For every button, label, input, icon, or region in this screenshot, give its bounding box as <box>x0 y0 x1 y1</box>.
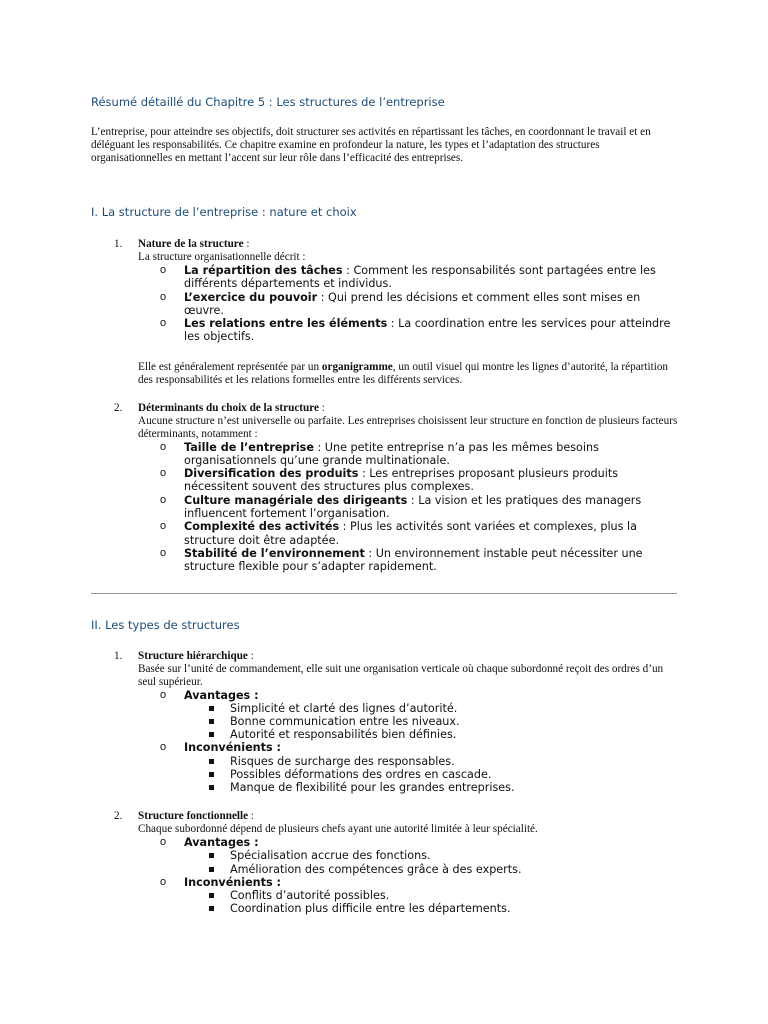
sub-item-text: Manque de flexibilité pour les grandes entreprises. <box>230 781 515 795</box>
group-label: Avantages : <box>184 836 259 849</box>
group-label: Inconvénients : <box>184 741 282 755</box>
sub-item-text: Spécialisation accrue des fonctions. <box>230 849 431 863</box>
group-item <box>138 876 678 916</box>
bullet-text: : Qui prend les décisions et comment elles sont mises en œuvre. <box>184 290 641 317</box>
s2-item1-title: Structure hiérarchique <box>138 650 248 662</box>
group-item <box>138 741 678 794</box>
s2-item1-number: 1. <box>114 650 123 662</box>
sub-list-item <box>184 715 678 728</box>
s2-item1-title-line <box>138 650 678 664</box>
group-label: Avantages : <box>184 688 259 702</box>
list-item <box>138 264 678 291</box>
circle-bullet-icon: o <box>160 467 167 480</box>
horizontal-divider <box>91 593 677 594</box>
s1-item1-title: Nature de la structure <box>138 238 244 250</box>
bullet-term: La répartition des tâches <box>184 264 343 277</box>
circle-bullet-icon: o <box>160 493 167 506</box>
list-item <box>138 467 678 494</box>
square-bullet-icon <box>209 867 214 872</box>
intro-paragraph: L’entreprise, pour atteindre ses objectifs, doit structurer ses activités en répartissant les tâches, en coordonnant le travail et en déléguant les responsabilités. Ce chapitre examine en profondeur la nature, les types et l’adaptation des structures organisationnelles en mettant l’accent sur leur rôle dans l’efficacité des entreprises. <box>91 126 651 164</box>
square-bullet-icon <box>209 893 214 898</box>
sub-list <box>138 849 678 875</box>
s2-item2-title-line <box>138 810 678 824</box>
s2-item1-desc: Basée sur l’unité de commandement, elle suit une organisation verticale où chaque subordonné reçoit des ordres d’un seul supérieur. <box>138 662 664 688</box>
bullet-term: Taille de l’entreprise <box>184 440 314 454</box>
bullet-term: Les relations entre les éléments <box>184 317 388 331</box>
sub-list-item <box>184 863 678 876</box>
s1-item1 <box>138 238 678 387</box>
square-bullet-icon <box>209 772 214 777</box>
sub-list-item <box>184 902 678 915</box>
sub-list-item <box>184 849 678 862</box>
sub-list-item <box>184 781 678 794</box>
s1-item1-desc: La structure organisationnelle décrit : <box>138 250 306 263</box>
s2-item2 <box>138 810 678 915</box>
section-1-heading: I. La structure de l’entreprise : nature et choix <box>91 205 357 219</box>
sub-list-item <box>184 702 678 715</box>
s1-item1-colon: : <box>243 238 250 250</box>
circle-bullet-icon: o <box>160 520 167 533</box>
s2-item1 <box>138 650 678 794</box>
list-item <box>138 494 678 521</box>
group-item <box>138 689 678 742</box>
sub-item-text: Risques de surcharge des responsables. <box>230 754 455 768</box>
circle-bullet-icon: o <box>160 875 167 888</box>
s2-item2-title: Structure fonctionnelle <box>138 810 249 822</box>
list-item <box>138 317 678 344</box>
sub-item-text: Bonne communication entre les niveaux. <box>230 715 460 728</box>
sub-list-item <box>184 768 678 781</box>
s1-item1-title-line <box>138 238 678 252</box>
circle-bullet-icon: o <box>160 741 167 754</box>
s1-item2 <box>138 402 678 573</box>
sub-item-text: Amélioration des compétences grâce à des experts. <box>230 862 522 876</box>
bullet-text: : La vision et les pratiques des managers influencent fortement l’organisation. <box>184 493 642 520</box>
s1-item1-bullets <box>138 264 678 344</box>
bullet-text: : La coordination entre les services pour atteindre les objectifs. <box>184 317 671 344</box>
square-bullet-icon <box>209 759 214 764</box>
bullet-text: : Les entreprises proposant plusieurs produits nécessitent souvent des structures plus complexes. <box>184 467 619 494</box>
s2-item2-colon: : <box>248 810 255 822</box>
sub-item-text: Possibles déformations des ordres en cascade. <box>230 767 492 781</box>
list-item <box>138 547 678 574</box>
circle-bullet-icon: o <box>160 546 167 559</box>
s2-item2-number: 2. <box>114 810 123 822</box>
sub-list-item <box>184 889 678 902</box>
circle-bullet-icon: o <box>160 290 167 303</box>
section-2-heading: II. Les types de structures <box>91 618 240 632</box>
bullet-term: Stabilité de l’environnement <box>184 546 365 560</box>
s1-item2-desc: Aucune structure n’est universelle ou parfaite. Les entreprises choisissent leur structure en fonction de plusieurs facteurs déterminants, notamment : <box>138 414 678 440</box>
bullet-term: Culture managériale des dirigeants <box>184 493 408 507</box>
sub-item-text: Coordination plus difficile entre les départements. <box>230 902 511 916</box>
s1-note-bold: organigramme <box>321 360 393 373</box>
s1-item2-bullets <box>138 441 678 574</box>
sub-list <box>138 889 678 915</box>
square-bullet-icon <box>209 732 214 737</box>
s1-item2-title-line <box>138 402 678 416</box>
list-item <box>138 291 678 318</box>
sub-list <box>138 755 678 795</box>
group-label: Inconvénients : <box>184 875 282 889</box>
s1-item1-number: 1. <box>114 238 123 250</box>
square-bullet-icon <box>209 785 214 790</box>
s2-item2-desc: Chaque subordonné dépend de plusieurs chefs ayant une autorité limitée à leur spécialité. <box>138 822 538 835</box>
sub-list-item <box>184 728 678 741</box>
s2-item1-groups <box>138 689 678 795</box>
square-bullet-icon <box>209 719 214 724</box>
s1-item2-number: 2. <box>114 402 123 414</box>
bullet-text: : Un environnement instable peut nécessiter une structure flexible pour s’adapter rapidement. <box>184 546 643 574</box>
sub-item-text: Autorité et responsabilités bien définies. <box>230 728 457 742</box>
s1-item2-title: Déterminants du choix de la structure <box>138 402 319 414</box>
bullet-text: : Une petite entreprise n’a pas les mêmes besoins organisationnels qu’une grande multinationale. <box>184 440 599 467</box>
bullet-text: : Plus les activités sont variées et complexes, plus la structure doit être adaptée. <box>184 520 637 547</box>
sub-item-text: Conflits d’autorité possibles. <box>230 889 390 902</box>
s2-item2-groups <box>138 836 678 915</box>
sub-list-item <box>184 755 678 768</box>
s1-item2-colon: : <box>318 402 325 414</box>
square-bullet-icon <box>209 706 214 711</box>
circle-bullet-icon: o <box>160 688 167 701</box>
bullet-term: L’exercice du pouvoir <box>184 290 318 304</box>
s1-note-pre: Elle est généralement représentée par un <box>138 360 322 373</box>
s2-item1-colon: : <box>247 650 254 662</box>
square-bullet-icon <box>209 906 214 911</box>
group-item <box>138 836 678 876</box>
list-item <box>138 441 678 468</box>
circle-bullet-icon: o <box>160 836 167 848</box>
bullet-term: Diversification des produits <box>184 467 359 481</box>
list-item <box>138 520 678 547</box>
circle-bullet-icon: o <box>160 440 167 453</box>
sub-item-text: Simplicité et clarté des lignes d’autorité. <box>230 701 458 715</box>
circle-bullet-icon: o <box>160 317 167 330</box>
bullet-text: : Comment les responsabilités sont partagées entre les différents départements et individus. <box>184 264 656 291</box>
sub-list <box>138 702 678 742</box>
document-title: Résumé détaillé du Chapitre 5 : Les structures de l’entreprise <box>91 95 445 109</box>
s1-note-post: , un outil visuel qui montre les lignes d’autorité, la répartition des responsabilités et les relations formelles entre les différents services. <box>138 360 669 386</box>
bullet-term: Complexité des activités <box>184 520 340 534</box>
circle-bullet-icon: o <box>160 264 167 276</box>
s1-item1-note <box>138 361 678 387</box>
square-bullet-icon <box>209 853 214 858</box>
